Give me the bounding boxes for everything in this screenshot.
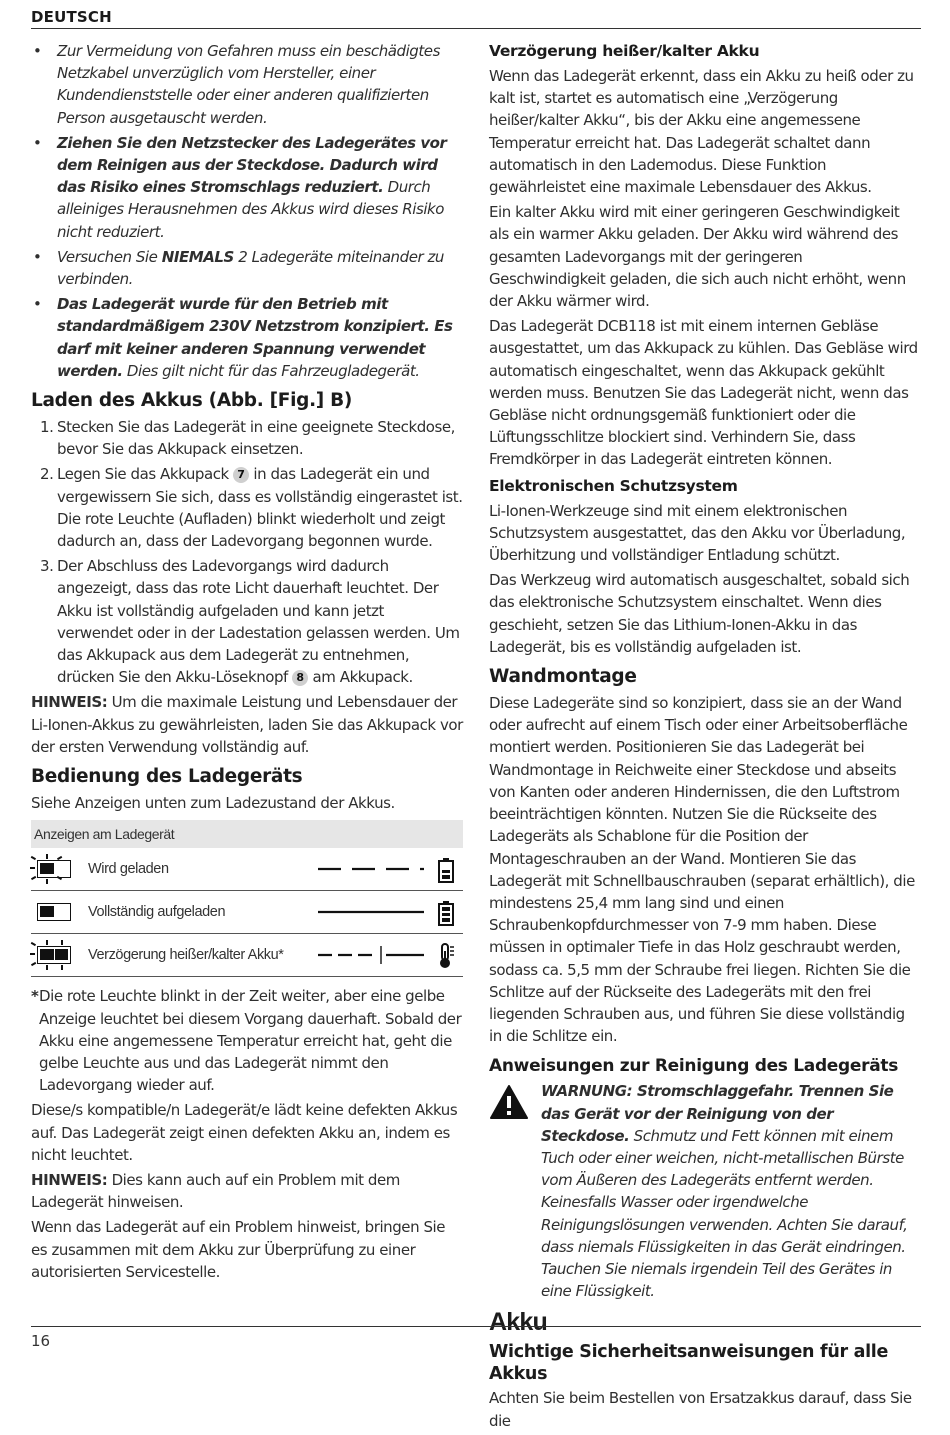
thermometer-icon	[433, 943, 459, 969]
bullet-text: Durch alleiniges Herausnehmen des Akkus wird dieses Risiko nicht reduziert.	[57, 178, 445, 241]
bullet-mark: •	[33, 42, 42, 60]
paragraph: Das Werkzeug wird automatisch ausgeschaltet, sobald sich das elektronische Schutzsystem einschaltet. Wenn dies geschieht, setzen Sie das Lithium-Ionen-Akku in das Ladegerät, bis es vollständig aufgeladen ist.	[489, 571, 910, 656]
bullet-item	[31, 40, 463, 129]
paragraph: Li-Ionen-Werkzeuge sind mit einem elektronischen Schutzsystem ausgestattet, das den Akku vor Überladung, Überhitzung und vollständiger Entladung schützt.	[489, 501, 906, 565]
step-text: in das Ladegerät ein und vergewissern Sie sich, dass es vollständig eingerastet ist. Die rote Leuchte (Aufladen) blinkt wiederholt und zeigt dadurch an, dass der Ladevorgang begonnen wurde.	[57, 465, 463, 551]
heading-delay: Verzögerung heißer/kalter Akku	[489, 42, 760, 60]
step-item	[31, 463, 463, 552]
problem-paragraph: Wenn das Ladegerät auf ein Problem hinweist, bringen Sie es zusammen mit dem Akku zur Überprüfung zu einer autorisierten Servicestelle.	[31, 1218, 446, 1281]
solid-pattern-icon	[288, 903, 428, 921]
indicator-table	[31, 820, 463, 977]
led-blink-left-icon	[37, 860, 71, 878]
footnote-text: Die rote Leuchte blinkt in der Zeit weiter, aber eine gelbe Anzeige leuchtet bei diesem Vorgang dauerhaft. Sobald der Akku eine angemessene Temperatur erreicht hat, geht die gelbe Leuchte aus und das Ladegerät nimmt den Ladevorgang wieder auf.	[39, 987, 462, 1095]
bullet-mark: •	[33, 133, 42, 152]
footnote	[31, 985, 463, 1096]
warning-text: Schmutz und Fett können mit einem Tuch oder einer weichen, nicht-metallischen Bürste vom Äußeren des Ladegeräts entfernt werden. Keinesfalls Wasser oder irgendwelche Reinigungslösungen verwenden. Achten Sie darauf, dass niemals Flüssigkeiten in das Gerät eindringen. Tauchen Sie niemals irgendein Teil des Gerätes in eine Flüssigkeit.	[541, 1126, 908, 1301]
bullet-item	[31, 246, 463, 290]
bullet-item	[31, 293, 463, 382]
note-paragraph	[31, 691, 463, 758]
bullet-bold-text: NIEMALS	[161, 247, 234, 266]
footer-rule	[31, 1326, 921, 1327]
indicator-row-delay	[31, 934, 463, 977]
heading-cleaning: Anweisungen zur Reinigung des Ladegeräts	[489, 1056, 899, 1077]
note-text: Dies kann auch auf ein Problem mit dem Ladegerät hinweisen.	[31, 1170, 400, 1212]
led-blink-both-icon	[37, 946, 71, 964]
step-item	[31, 416, 463, 460]
step-number: 2.	[40, 465, 54, 484]
note-paragraph	[31, 1169, 463, 1213]
step-text: Stecken Sie das Ladegerät in eine geeignete Steckdose, bevor Sie das Akkupack einsetzen.	[57, 418, 455, 459]
note-label: HINWEIS:	[31, 1170, 108, 1189]
warning-triangle-icon	[489, 1084, 529, 1120]
warning-bold-text: WARNUNG: Stromschlaggefahr. Trennen Sie das Gerät vor der Reinigung von der Steckdose.	[541, 1082, 894, 1145]
operation-intro: Siehe Anzeigen unten zum Ladezustand der Akkus.	[31, 794, 395, 813]
indicator-label: Wird geladen	[88, 861, 169, 878]
cleaning-warning	[489, 1080, 921, 1302]
figure-ref-badge: 8	[292, 670, 308, 686]
heading-battery: Akku	[489, 1308, 547, 1337]
bullet-bold-text: Ziehen Sie den Netzstecker des Ladegerätes vor dem Reinigen aus der Steckdose. Dadurch wird das Risiko eines Stromschlags reduziert.	[57, 133, 447, 197]
paragraph: Das Ladegerät DCB118 ist mit einem internen Gebläse ausgestattet, um das Akkupack zu kühlen. Das Gebläse wird automatisch eingeschaltet, wenn das Akkupack gekühlt werden muss. Benutzen Sie das Ladegerät nicht, wenn das Gebläse nicht ordnungsgemäß funktioniert oder die Lüftungsschlitze blockiert sind. Verhindern Sie, dass Fremdkörper in das Ladegerät eintreten können.	[489, 317, 918, 469]
header-rule	[31, 28, 921, 29]
step-text: am Akkupack.	[308, 668, 413, 687]
defect-paragraph: Diese/s kompatible/n Ladegerät/e lädt keine defekten Akkus auf. Das Ladegerät zeigt einen defekten Akku an, indem es nicht leuchtet.	[31, 1101, 458, 1164]
page-number: 16	[31, 1332, 51, 1350]
bullet-mark: •	[33, 295, 42, 314]
footnote-mark: *	[31, 987, 39, 1006]
bullet-text: Zur Vermeidung von Gefahren muss ein beschädigtes Netzkabel unverzüglich vom Hersteller, einer Kundendienststelle oder einer anderen qualifizierten Person ausgetauscht werden.	[57, 42, 440, 127]
heading-charging: Laden des Akkus (Abb. [Fig.] B)	[31, 390, 353, 412]
heading-safety: Wichtige Sicherheitsanweisungen für alle Akkus	[489, 1342, 889, 1385]
step-number: 3.	[40, 557, 54, 576]
indicator-row-charging	[31, 848, 463, 891]
battery-charging-icon	[433, 857, 459, 883]
bullet-text: 2 Ladegeräte miteinander zu verbinden.	[57, 247, 444, 289]
led-solid-left-icon	[37, 903, 71, 921]
bullet-text: Versuchen Sie	[57, 247, 162, 266]
paragraph: Ein kalter Akku wird mit einer geringeren Geschwindigkeit als ein warmer Akku geladen. Der Akku wird während des gesamten Ladevorgangs mit der geringeren Geschwindigkeit geladen, die sich auch nicht erhöht, wenn der Akku wärmer wird.	[489, 203, 906, 311]
indicator-table-header: Anzeigen am Ladegerät	[31, 820, 463, 848]
note-text: Um die maximale Leistung und Lebensdauer der Li-Ionen-Akkus zu gewährleisten, laden Sie das Akkupack vor der ersten Verwendung vollständig auf.	[31, 693, 463, 756]
right-column	[489, 40, 921, 1435]
step-item	[31, 555, 463, 688]
heading-protection: Elektronischen Schutzsystem	[489, 476, 738, 495]
battery-full-icon	[433, 900, 459, 926]
bullet-text: Dies gilt nicht für das Fahrzeugladegerät.	[122, 361, 420, 380]
bullet-bold-text: Das Ladegerät wurde für den Betrieb mit standardmäßigem 230V Netzstrom konzipiert. Es darf mit keiner anderen Spannung verwendet werden.	[57, 295, 453, 380]
step-text: Legen Sie das Akkupack	[57, 465, 234, 484]
bullet-item	[31, 132, 463, 243]
section-language-header: DEUTSCH	[31, 8, 112, 26]
paragraph: Achten Sie beim Bestellen von Ersatzakkus darauf, dass Sie die	[489, 1389, 912, 1430]
heading-operation: Bedienung des Ladegeräts	[31, 766, 303, 788]
indicator-label: Verzögerung heißer/kalter Akku*	[88, 947, 284, 964]
paragraph: Diese Ladegeräte sind so konzipiert, dass sie an der Wand oder aufrecht auf einem Tisch oder einer Arbeitsoberfläche montiert werden. Positionieren Sie das Ladegerät bei Wandmontage in Reichweite einer Steckdose und abseits von Kanten oder anderen Hindernissen, die den Luftstrom beeinträchtigen könnten. Nutzen Sie die Rückseite des Ladegeräts als Schablone für die Position der Montageschrauben an der Wand. Montieren Sie das Ladegerät mit Schnellbauschrauben (separat erhältlich), die mindestens 25,4 mm lang sind und einen Schraubenkopfdurchmesser von 7-9 mm haben. Diese müssen in optimaler Tiefe in das Holz geschraubt werden, sodass ca. 5,5 mm der Schraube frei liegen. Richten Sie die Schlitze auf der Rückseite des Ladegeräts mit den frei liegenden Schrauben aus, und führen Sie diese vollständig in die Schlitze ein.	[489, 694, 915, 1046]
indicator-label: Vollständig aufgeladen	[88, 904, 226, 921]
paragraph: Wenn das Ladegerät erkennt, dass ein Akku zu heiß oder zu kalt ist, startet es automatisch eine „Verzögerung heißer/kalter Akku“, bis der Akku eine angemessene Temperatur erreicht hat. Das Ladegerät schaltet dann automatisch in den Lademodus. Diese Funktion gewährleistet eine maximale Lebensdauer des Akkus.	[489, 67, 914, 197]
step-number: 1.	[40, 418, 54, 437]
heading-wall-mount: Wandmontage	[489, 666, 637, 688]
dashed-pattern-icon	[288, 860, 428, 878]
note-label: HINWEIS:	[31, 693, 108, 712]
bullet-mark: •	[33, 247, 42, 266]
indicator-row-full	[31, 891, 463, 934]
dash-then-solid-pattern-icon	[288, 946, 428, 964]
left-column	[31, 40, 463, 1286]
step-text: Der Abschluss des Ladevorgangs wird dadurch angezeigt, dass das rote Licht dauerhaft leuchtet. Der Akku ist vollständig aufgeladen und kann jetzt verwendet oder in der Ladestation gelassen werden. Um das Akkupack aus dem Ladegerät zu entnehmen, drücken Sie den Akku-Löseknopf	[57, 557, 460, 687]
figure-ref-badge: 7	[233, 467, 249, 483]
